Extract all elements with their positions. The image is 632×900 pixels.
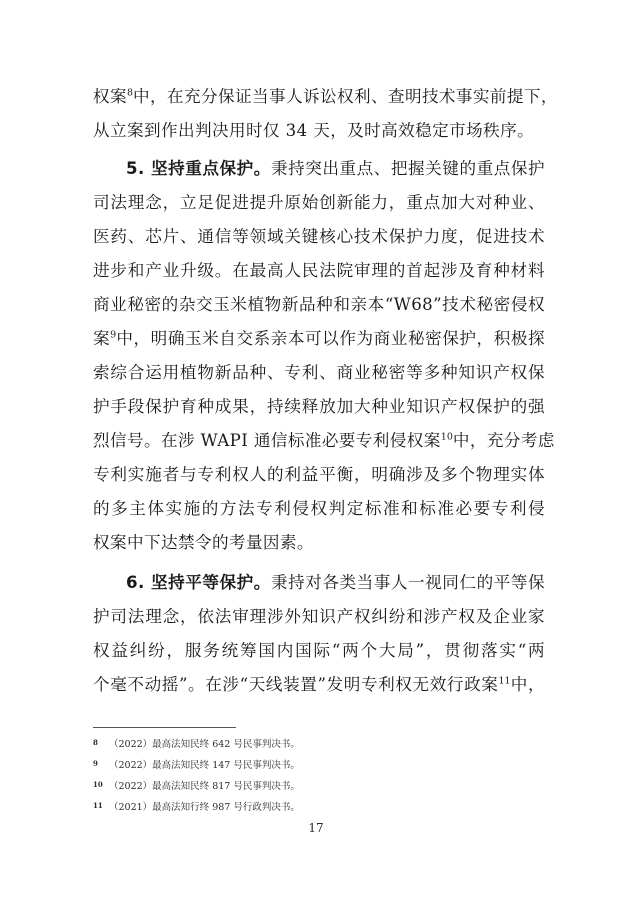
footnote-number: 11 (93, 801, 103, 810)
section-5-heading: 5. 坚持重点保护。 (126, 159, 271, 178)
body-line: 案$^9$中，明确玉米自交系亲本可以作为商业秘密保护，积极探 (93, 329, 545, 348)
footnote (93, 779, 300, 795)
footnote-reference[interactable]: 8 (127, 87, 134, 99)
body-line: 护司法理念，依法审理涉外知识产权纠纷和涉产权及企业家 (93, 607, 545, 626)
section-6-first-line: 6. 坚持平等保护。秉持对各类当事人一视同仁的平等保 (126, 573, 545, 592)
body-line: 烈信号。在涉 WAPI 通信标准必要专利侵权案$^{10}$中，充分考虑 (93, 431, 555, 450)
body-line: 医药、芯片、通信等领域关键核心技术保护力度，促进技术 (93, 227, 545, 246)
footnote-reference[interactable]: 10 (440, 431, 453, 443)
footnote-reference[interactable]: 11 (498, 675, 511, 687)
body-line: 司法理念，立足促进提升原始创新能力，重点加大对种业、 (93, 193, 545, 212)
footnote-text: （2021）最高法知行终 987 号行政判决书。 (109, 802, 300, 813)
footnote-text: （2022）最高法知民终 817 号民事判决书。 (109, 781, 300, 792)
page-number: 17 (308, 821, 324, 835)
body-line: 权案中下达禁令的考量因素。 (93, 533, 314, 552)
body-line: 的多主体实施的方法专利侵权判定标准和标准必要专利侵 (93, 499, 545, 518)
footnote-number: 10 (93, 780, 103, 789)
body-line: 索综合运用植物新品种、专利、商业秘密等多种知识产权保 (93, 363, 545, 382)
footnote-reference[interactable]: 9 (110, 329, 117, 341)
body-line: 进步和产业升级。在最高人民法院审理的首起涉及育种材料 (93, 261, 545, 280)
footnote (93, 758, 300, 774)
footnote (93, 800, 300, 816)
body-line: 权案$^8$中，在充分保证当事人诉讼权利、查明技术事实前提下， (93, 87, 558, 106)
footnote (93, 737, 300, 753)
body-line: 权益纠纷，服务统筹国内国际“两个大局”，贯彻落实“两 (93, 641, 545, 660)
body-line: 个毫不动摇”。在涉“天线装置”发明专利权无效行政案$^{11}$中， (93, 675, 545, 694)
footnote-number: 9 (93, 759, 98, 768)
footnote-divider (93, 727, 236, 728)
section-5-first-line: 5. 坚持重点保护。秉持突出重点、把握关键的重点保护 (126, 159, 545, 178)
body-line: 专利实施者与专利权人的利益平衡，明确涉及多个物理实体 (93, 465, 545, 484)
body-line: 商业秘密的杂交玉米植物新品种和亲本“W68”技术秘密侵权 (93, 295, 545, 314)
body-line: 从立案到作出判决用时仅 34 天，及时高效稳定市场秩序。 (93, 121, 535, 140)
footnote-number: 8 (93, 738, 98, 747)
footnote-text: （2022）最高法知民终 147 号民事判决书。 (109, 760, 300, 771)
footnote-text: （2022）最高法知民终 642 号民事判决书。 (109, 739, 300, 750)
section-6-heading: 6. 坚持平等保护。 (126, 573, 271, 592)
body-line: 护手段保护育种成果，持续释放加大种业知识产权保护的强 (93, 397, 545, 416)
